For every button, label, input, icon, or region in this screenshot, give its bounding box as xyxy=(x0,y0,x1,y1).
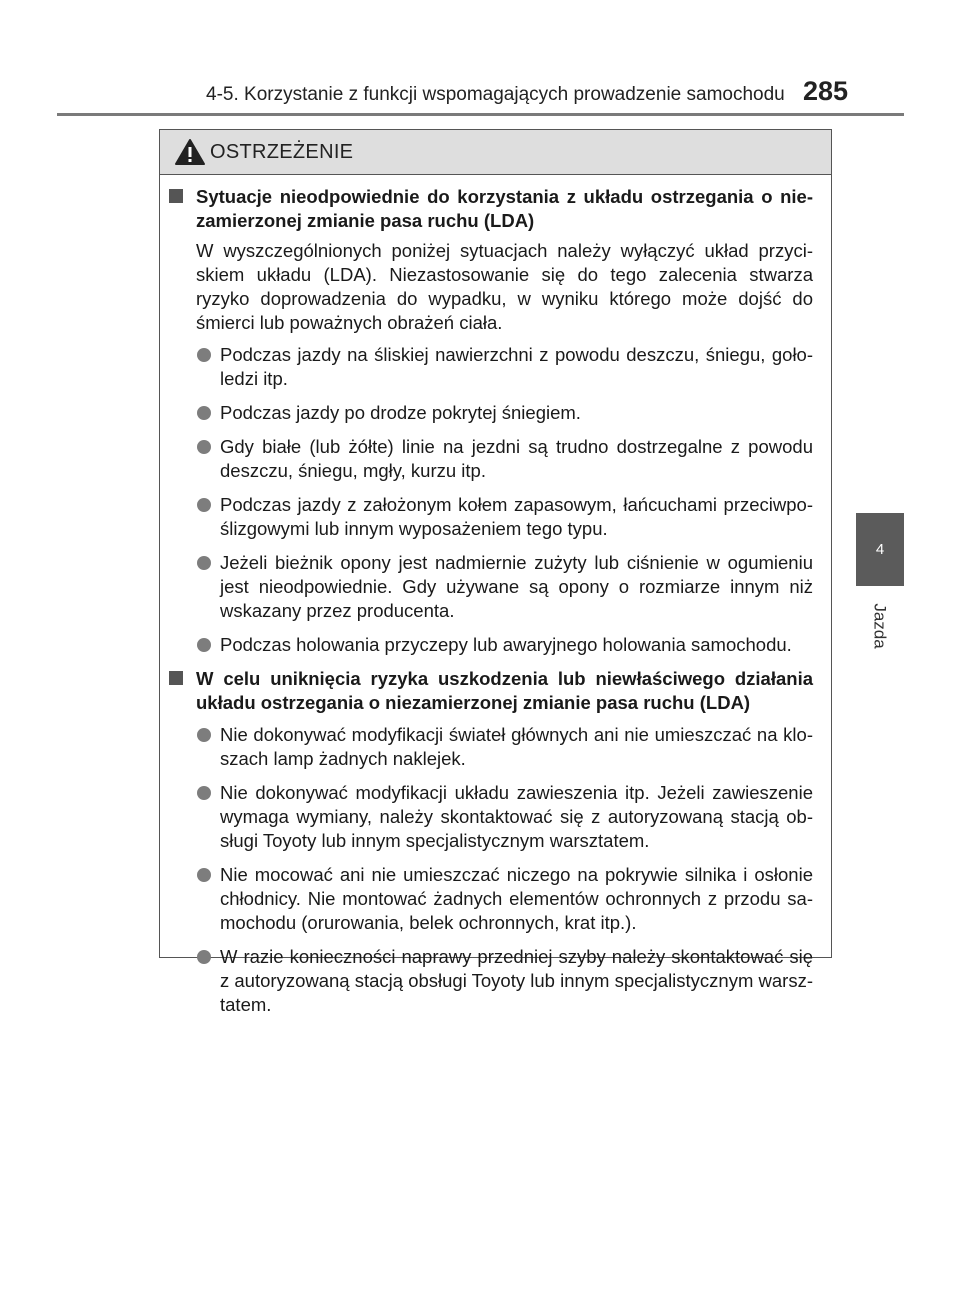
chapter-label-text: Jazda xyxy=(871,603,890,649)
list-item: Jeżeli bieżnik opony jest nadmiernie zużyty lub ciśnienie w ogumieniu jest nieodpowiednie. Gdy używane są opony o rozmiarze innym niż wskazany przez producenta. xyxy=(220,551,813,623)
round-bullet-icon xyxy=(197,728,211,742)
list-item: Podczas jazdy z założonym kołem zapasowym, łańcuchami przeciwpo-ślizgowymi lub innym wyposażeniem tego typu. xyxy=(220,493,813,541)
round-bullet-icon xyxy=(197,406,211,420)
warning-section xyxy=(169,667,813,1017)
square-bullet-icon xyxy=(169,189,183,203)
section-title: 4-5. Korzystanie z funkcji wspomagających prowadzenie samochodu xyxy=(206,84,785,105)
bullet-list xyxy=(169,723,813,1017)
list-item: Podczas jazdy po drodze pokrytej śniegiem. xyxy=(220,401,813,425)
header-divider xyxy=(57,113,904,116)
section-paragraph: W wyszczególnionych poniżej sytuacjach należy wyłączyć układ przyci-skiem układu (LDA). Niezastosowanie się do tego zalecenia stwarza ryzyko doprowadzenia do wypadku, w wyniku którego może dojść do śmierci lub poważnych obrażeń ciała. xyxy=(196,240,813,333)
round-bullet-icon xyxy=(197,950,211,964)
warning-body xyxy=(160,175,831,1017)
warning-section xyxy=(169,185,813,657)
warning-box xyxy=(159,129,832,1015)
round-bullet-icon xyxy=(197,638,211,652)
list-item: W razie konieczności naprawy przedniej szyby należy skontaktować się z autoryzowaną stacją obsługi Toyoty lub innym specjalistycznym warsz-tatem. xyxy=(220,945,813,1017)
warning-triangle-icon xyxy=(174,138,206,166)
round-bullet-icon xyxy=(197,348,211,362)
chapter-tab-label xyxy=(856,586,904,666)
square-bullet-icon xyxy=(169,671,183,685)
page-header xyxy=(0,0,960,120)
list-item: Podczas jazdy na śliskiej nawierzchni z powodu deszczu, śniegu, goło-ledzi itp. xyxy=(220,343,813,391)
round-bullet-icon xyxy=(197,868,211,882)
chapter-tab-number: 4 xyxy=(856,513,904,586)
list-item: Gdy białe (lub żółte) linie na jezdni są trudno dostrzegalne z powodu deszczu, śniegu, mgły, kurzu itp. xyxy=(220,435,813,483)
round-bullet-icon xyxy=(197,786,211,800)
round-bullet-icon xyxy=(197,556,211,570)
warning-header xyxy=(160,130,831,175)
list-item: Nie dokonywać modyfikacji układu zawieszenia itp. Jeżeli zawieszenie wymaga wymiany, należy skontaktować się z autoryzowaną stacją ob-sługi Toyoty lub innym specjalistycznym warsztatem. xyxy=(220,781,813,853)
section-heading: Sytuacje nieodpowiednie do korzystania z układu ostrzegania o nie-zamierzonej zmianie pasa ruchu (LDA) xyxy=(196,186,813,231)
list-item: Nie mocować ani nie umieszczać niczego na pokrywie silnika i osłonie chłodnicy. Nie montować żadnych elementów ochronnych z przodu sa-mochodu (orurowania, belek ochronnych, krat itp.). xyxy=(220,863,813,935)
section-heading: W celu uniknięcia ryzyka uszkodzenia lub niewłaściwego działania układu ostrzegania o niezamierzonej zmianie pasa ruchu (LDA) xyxy=(196,668,813,713)
warning-title: OSTRZEŻENIE xyxy=(210,140,354,163)
list-item: Nie dokonywać modyfikacji świateł głównych ani nie umieszczać na klo-szach lamp żadnych naklejek. xyxy=(220,723,813,771)
round-bullet-icon xyxy=(197,440,211,454)
page-number: 285 xyxy=(803,76,849,106)
list-item: Podczas holowania przyczepy lub awaryjnego holowania samochodu. xyxy=(220,633,813,657)
bullet-list xyxy=(169,343,813,657)
round-bullet-icon xyxy=(197,498,211,512)
